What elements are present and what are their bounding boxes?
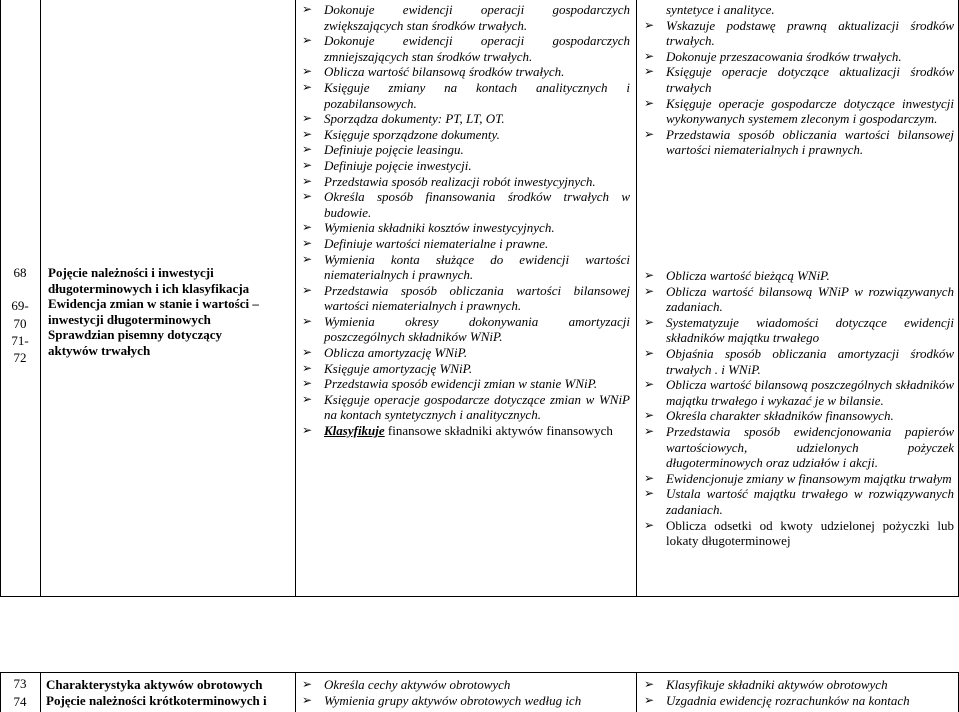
topic-line: Ewidencja zmian w stanie i wartości – <box>48 296 259 311</box>
list-item <box>642 49 954 65</box>
topic-line: Charakterystyka aktywów obrotowych <box>46 677 263 692</box>
list-item <box>300 2 630 33</box>
table2-border-top <box>0 672 959 673</box>
table-border-left <box>0 0 1 597</box>
list-item-text: Księguje amortyzację WNiP. <box>324 360 473 376</box>
arrow-bullet-icon: ➢ <box>302 111 313 126</box>
topic-line: Pojęcie należności i inwestycji <box>48 265 214 280</box>
topic-line: długoterminowych i ich klasyfikacja <box>48 280 250 296</box>
list-item <box>300 314 630 345</box>
list-item-text: Określa cechy aktywów obrotowych <box>324 677 511 692</box>
arrow-bullet-icon: ➢ <box>644 314 655 329</box>
arrow-bullet-icon: ➢ <box>302 126 313 141</box>
arrow-bullet-icon: ➢ <box>302 360 313 375</box>
list-item <box>642 693 954 709</box>
list-item <box>300 376 630 392</box>
arrow-bullet-icon: ➢ <box>644 423 655 438</box>
arrow-bullet-icon: ➢ <box>302 313 313 328</box>
list-item <box>300 64 630 80</box>
arrow-bullet-icon: ➢ <box>302 235 313 250</box>
list-item-text: Przedstawia sposób ewidencji zmian w stanie WNiP. <box>324 376 598 392</box>
list-item <box>642 518 954 549</box>
lesson-number: 72 <box>13 350 27 365</box>
list-item-text: Wskazuje podstawę prawną aktualizacji środków trwałych. <box>666 17 954 49</box>
arrow-bullet-icon: ➢ <box>644 95 655 110</box>
arrow-bullet-icon: ➢ <box>644 126 655 141</box>
list-item <box>642 677 954 693</box>
arrow-bullet-icon: ➢ <box>644 17 655 32</box>
arrow-bullet-icon: ➢ <box>644 470 655 485</box>
arrow-bullet-icon: ➢ <box>302 423 313 438</box>
arrow-bullet-icon: ➢ <box>302 142 313 157</box>
topic-cell <box>48 265 292 358</box>
table2-border-col2 <box>295 672 296 712</box>
arrow-bullet-icon: ➢ <box>302 79 313 94</box>
list-item-text: Wymienia grupy aktywów obrotowych według ich <box>324 692 582 708</box>
arrow-bullet-icon: ➢ <box>644 486 655 501</box>
requirements-extended-column-2 <box>642 268 954 549</box>
list-item <box>300 189 630 220</box>
list-item <box>642 127 954 158</box>
list-item <box>642 424 954 471</box>
list-item-text: Klasyfikuje składniki aktywów obrotowych <box>666 677 888 692</box>
requirements-extended-column <box>642 2 954 158</box>
arrow-bullet-icon: ➢ <box>302 345 313 360</box>
list-item <box>642 471 954 487</box>
list-item-text: Przedstawia sposób realizacji robót inwestycyjnych. <box>324 173 596 189</box>
arrow-bullet-icon: ➢ <box>302 282 313 297</box>
list-item-text: Przedstawia sposób obliczania wartości bilansowej wartości niematerialnych i prawnych. <box>324 282 630 314</box>
lesson-number: 73 <box>13 676 27 691</box>
arrow-bullet-icon: ➢ <box>644 517 655 532</box>
list-item-text: Definiuje pojęcie leasingu. <box>324 142 464 158</box>
list-item <box>642 315 954 346</box>
list-item-text: Księguje operacje dotyczące aktualizacji środków trwałych <box>666 64 954 95</box>
topic-line: Sprawdzian pisemny dotyczący <box>48 327 223 342</box>
list-item <box>300 236 630 252</box>
arrow-bullet-icon: ➢ <box>302 173 313 188</box>
arrow-bullet-icon: ➢ <box>302 220 313 235</box>
topic-line: Pojęcie należności krótkoterminowych i <box>46 692 267 708</box>
list-item-text: Dokonuje ewidencji operacji gospodarczych zwiększających stan środków trwałych. <box>324 2 630 33</box>
arrow-bullet-icon: ➢ <box>644 268 655 282</box>
arrow-bullet-icon: ➢ <box>302 251 313 266</box>
list-item-text: Uzgadnia ewidencję rozrachunków na kontach <box>666 692 910 708</box>
list-item-text: Określa sposób finansowania środków trwałych w budowie. <box>324 189 630 220</box>
arrow-bullet-icon: ➢ <box>302 692 313 707</box>
list-item-text: Ewidencjonuje zmiany w finansowym majątku trwałym <box>666 470 952 486</box>
list-item-text: Oblicza wartość bilansową środków trwałych. <box>324 64 565 80</box>
arrow-bullet-icon: ➢ <box>302 33 313 48</box>
lesson-number: 69- <box>11 298 29 313</box>
list-item <box>642 18 954 49</box>
section2-extended-column <box>642 677 954 708</box>
list-item <box>300 423 630 439</box>
list-item <box>300 361 630 377</box>
list-item-verb: Klasyfikuje <box>324 423 385 439</box>
list-item-text: Dokonuje ewidencji operacji gospodarczych zmniejszających stan środków trwałych. <box>324 33 630 64</box>
list-item <box>300 127 630 143</box>
lesson-number: 71- <box>11 333 29 348</box>
list-item-text: Wymienia składniki kosztów inwestycyjnych. <box>324 220 555 236</box>
section2-basic-column <box>300 677 630 708</box>
list-item <box>642 408 954 424</box>
lesson-number: 74 <box>13 694 27 709</box>
list-item-text: Dokonuje przeszacowania środków trwałych. <box>666 48 902 64</box>
list-item <box>300 142 630 158</box>
list-item-text: finansowe składniki aktywów finansowych <box>384 423 613 439</box>
list-item-text: Księguje sporządzone dokumenty. <box>324 126 500 142</box>
list-item <box>642 268 954 284</box>
list-item <box>300 252 630 283</box>
list-item-text: Definiuje pojęcie inwestycji. <box>324 157 472 173</box>
list-item-text: Sporządza dokumenty: PT, LT, OT. <box>324 111 505 127</box>
list-item <box>300 392 630 423</box>
list-item <box>300 693 630 709</box>
requirements-basic-column <box>300 2 630 439</box>
list-item <box>300 677 630 693</box>
list-item-text: Oblicza wartość bilansową poszczególnych składników majątku trwałego i wykazać je w bilansie. <box>666 377 954 408</box>
list-item-text: Systematyzuje wiadomości dotyczące ewidencji składników majątku trwałego <box>666 314 954 346</box>
list-item-text: Przedstawia sposób ewidencjonowania papierów wartościowych, udzielonych pożyczek długoterminowych oraz udziałów i akcji. <box>666 423 954 471</box>
table2-border-left <box>0 672 1 712</box>
list-item <box>300 111 630 127</box>
lesson-number: 70 <box>13 316 27 331</box>
arrow-bullet-icon: ➢ <box>644 64 655 79</box>
list-item-text: Przedstawia sposób obliczania wartości bilansowej wartości niematerialnych i prawnych. <box>666 126 954 158</box>
continued-text: syntetyce i analityce. <box>666 2 775 17</box>
list-item-text: Objaśnia sposób obliczania amortyzacji środków trwałych . i WNiP. <box>666 345 954 377</box>
list-item <box>642 96 954 127</box>
list-item <box>642 284 954 315</box>
list-item <box>300 80 630 111</box>
list-item-text: Określa charakter składników finansowych. <box>666 408 894 424</box>
arrow-bullet-icon: ➢ <box>302 376 313 391</box>
table2-border-col1 <box>40 672 41 712</box>
list-item <box>642 64 954 95</box>
table-border-col3 <box>636 0 637 597</box>
list-item <box>642 486 954 517</box>
topic-cell <box>46 677 294 708</box>
list-item-text: Wymienia okresy dokonywania amortyzacji poszczególnych składników WNiP. <box>324 313 630 345</box>
list-item-text: Oblicza odsetki od kwoty udzielonej pożyczki lub lokaty długoterminowej <box>666 517 954 549</box>
topic-line: inwestycji długoterminowych <box>48 311 211 327</box>
topic-line: aktywów trwałych <box>48 342 151 358</box>
arrow-bullet-icon: ➢ <box>644 283 655 298</box>
lesson-number: 68 <box>13 265 27 280</box>
arrow-bullet-icon: ➢ <box>644 677 655 691</box>
list-item <box>300 283 630 314</box>
list-item-text: Księguje operacje gospodarcze dotyczące zmian w WNiP na kontach syntetycznych i analitycznych. <box>324 391 630 423</box>
list-item-text: Księguje operacje gospodarcze dotyczące inwestycji wykonywanych systemem zleconym i gospodarczym. <box>666 95 954 127</box>
list-item <box>300 33 630 64</box>
arrow-bullet-icon: ➢ <box>644 48 655 63</box>
list-item <box>642 377 954 408</box>
list-item-text: Wymienia konta służące do ewidencji wartości niematerialnych i prawnych. <box>324 251 630 283</box>
list-item <box>642 346 954 377</box>
arrow-bullet-icon: ➢ <box>302 391 313 406</box>
list-item-text: Księguje zmiany na kontach analitycznych i pozabilansowych. <box>324 79 630 111</box>
list-item <box>300 220 630 236</box>
list-item-text: Oblicza wartość bilansową WNiP w rozwiązywanych zadaniach. <box>666 283 954 315</box>
table2-border-col3 <box>636 672 637 712</box>
arrow-bullet-icon: ➢ <box>644 345 655 360</box>
list-item <box>300 174 630 190</box>
list-item-text: Ustala wartość majątku trwałego w rozwiązywanych zadaniach. <box>666 486 954 517</box>
table-border-col1 <box>40 0 41 597</box>
arrow-bullet-icon: ➢ <box>302 189 313 204</box>
arrow-bullet-icon: ➢ <box>644 408 655 423</box>
list-item <box>300 158 630 174</box>
arrow-bullet-icon: ➢ <box>302 157 313 172</box>
list-item-text: Oblicza amortyzację WNiP. <box>324 345 468 361</box>
arrow-bullet-icon: ➢ <box>302 64 313 79</box>
arrow-bullet-icon: ➢ <box>302 2 313 16</box>
arrow-bullet-icon: ➢ <box>644 692 655 707</box>
table-border-bottom <box>0 596 959 597</box>
list-item-text: Oblicza wartość bieżącą WNiP. <box>666 268 830 283</box>
arrow-bullet-icon: ➢ <box>644 377 655 392</box>
list-item-text: Definiuje wartości niematerialne i prawne. <box>324 235 549 251</box>
arrow-bullet-icon: ➢ <box>302 677 313 691</box>
table-border-col2 <box>295 0 296 597</box>
list-item <box>300 345 630 361</box>
